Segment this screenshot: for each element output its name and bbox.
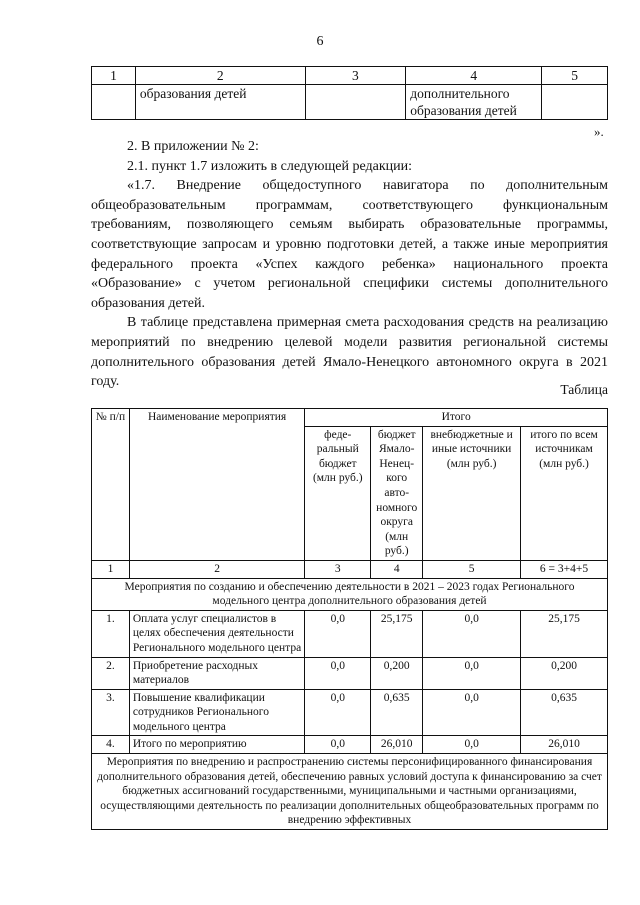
row-number: 1. [92, 610, 130, 657]
header-cell: 2 [135, 67, 305, 85]
col-number-header: № п/п [92, 409, 130, 561]
header-cell: 4 [406, 67, 542, 85]
index-cell: 6 = 3+4+5 [521, 560, 608, 578]
federal-value: 0,0 [305, 689, 371, 736]
paragraph: «1.7. Внедрение общедоступного навигатора по дополнительным общеобразовательным программам, соответствующего функциональным требованиям, позволяющего семьям выбирать образовательные программы, соответствующие запросам и уровню подготовки детей, а также иные мероприятия федерального проекта «Успех каждого ребенка» национального проекта «Образование» с учетом региональной специфики системы дополнительного образования детей. [91, 178, 608, 311]
federal-value: 0,0 [305, 736, 371, 754]
cell [542, 85, 608, 120]
header-cell: 3 [305, 67, 406, 85]
paragraph: В таблице представлена примерная смета расходования средств на реализацию мероприятий по внедрению целевой модели развития региональной системы дополнительного образования детей Ямало-Ненецкого автономного округа в 2021 году. [91, 315, 608, 390]
index-cell: 5 [423, 560, 521, 578]
regional-value: 26,010 [371, 736, 423, 754]
header-cell: 1 [92, 67, 136, 85]
section-title: Мероприятия по внедрению и распространению системы персонифицированного финансирования дополнительного образования детей, обеспечению равных условий доступа к финансированию за счет бюджетных ассигнований государственными, муниципальными и частными организациями, осуществляющими деятельность по реализации дополнительных общеобразовательных программ по внедрению эффективных [92, 754, 608, 830]
table-row [92, 736, 608, 754]
body-text [91, 137, 608, 392]
federal-value: 0,0 [305, 657, 371, 689]
page-number: 6 [316, 34, 324, 49]
total-value: 0,635 [521, 689, 608, 736]
regional-budget-header: бюджет Ямало-Ненец-кого авто-номного округа (млн руб.) [371, 426, 423, 560]
regional-value: 0,200 [371, 657, 423, 689]
cell [92, 85, 136, 120]
total-value: 25,175 [521, 610, 608, 657]
paragraph: 2.1. пункт 1.7 изложить в следующей редакции: [127, 158, 412, 174]
cell: образования детей [135, 85, 305, 120]
section-row [92, 754, 608, 830]
continued-table-row [92, 85, 608, 120]
section-title: Мероприятия по созданию и обеспечению деятельности в 2021 – 2023 годах Регионального модельного центра дополнительного образования детей [92, 578, 608, 610]
extrabudgetary-value: 0,0 [423, 610, 521, 657]
table-row [92, 610, 608, 657]
header-cell: 5 [542, 67, 608, 85]
continued-table-header [92, 67, 608, 85]
continued-table [91, 66, 608, 120]
all-sources-header: итого по всем источникам (млн руб.) [521, 426, 608, 560]
row-number: 4. [92, 736, 130, 754]
table-row [92, 689, 608, 736]
extrabudgetary-value: 0,0 [423, 736, 521, 754]
section-row [92, 578, 608, 610]
index-cell: 3 [305, 560, 371, 578]
row-name: Оплата услуг специалистов в целях обеспечения деятельности Регионального модельного центра [129, 610, 304, 657]
table-caption: Таблица [560, 382, 608, 397]
row-number: 3. [92, 689, 130, 736]
regional-value: 25,175 [371, 610, 423, 657]
cell: дополнительного образования детей [406, 85, 542, 120]
index-cell: 1 [92, 560, 130, 578]
index-row [92, 560, 608, 578]
federal-budget-header: феде-ральный бюджет (млн руб.) [305, 426, 371, 560]
cell [305, 85, 406, 120]
index-cell: 2 [129, 560, 304, 578]
regional-value: 0,635 [371, 689, 423, 736]
table-header-row [92, 409, 608, 427]
total-value: 0,200 [521, 657, 608, 689]
table-row [92, 657, 608, 689]
row-number: 2. [92, 657, 130, 689]
federal-value: 0,0 [305, 610, 371, 657]
extrabudgetary-value: 0,0 [423, 657, 521, 689]
budget-table [91, 408, 608, 830]
col-total-header: Итого [305, 409, 608, 427]
extrabudgetary-header: внебюджетные и иные источники (млн руб.) [423, 426, 521, 560]
total-value: 26,010 [521, 736, 608, 754]
closing-quote: ». [594, 124, 604, 139]
col-name-header: Наименование мероприятия [129, 409, 304, 561]
extrabudgetary-value: 0,0 [423, 689, 521, 736]
row-name: Повышение квалификации сотрудников Регионального модельного центра [129, 689, 304, 736]
paragraph: 2. В приложении № 2: [127, 139, 259, 154]
row-name: Итого по мероприятию [129, 736, 304, 754]
row-name: Приобретение расходных материалов [129, 657, 304, 689]
index-cell: 4 [371, 560, 423, 578]
